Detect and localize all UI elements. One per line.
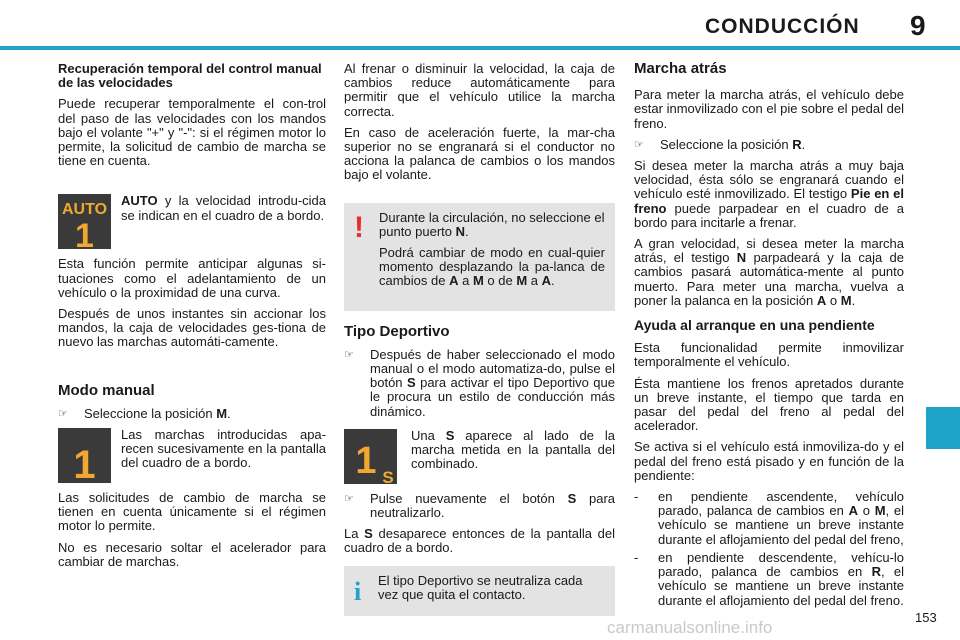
sport-gear-icon	[344, 429, 397, 484]
bullet-arrow-icon: ☞	[58, 407, 68, 420]
bullet-arrow-icon: ☞	[344, 348, 354, 361]
warning-text-1: Durante la circulación, no seleccione el punto puerto N.	[379, 209, 605, 239]
manual-recovery-heading: Recuperación temporal del control manual de las velocidades	[58, 61, 322, 91]
info-icon: i	[354, 576, 362, 606]
sport-icon-text: Una S aparece al lado de la marcha metida en la pantalla del combinado.	[411, 427, 615, 472]
auto-gear-icon	[58, 194, 111, 249]
sport-icon-letter: S	[382, 467, 394, 484]
hill-descending-item: - en pendiente descendente, vehícu-lo parado, palanca de cambios en R, el vehículo se mantiene un breve instante durante el aflojamiento del pedal del freno.	[634, 549, 905, 608]
hill-start-brakes: Ésta mantiene los frenos apretados durante un breve instante, el tiempo que tarda en pasar del pedal del freno al pedal del acelerador.	[634, 375, 904, 434]
sport-disappear-text: La S desaparece entonces de la pantalla del cuadro de a bordo.	[344, 526, 615, 556]
hill-start-activation: Se activa si el vehículo está inmoviliza-do y el pedal del freno está pisado y en función de la pendiente:	[634, 439, 904, 483]
hill-start-intro: Esta funcionalidad permite inmovilizar temporalmente el vehículo.	[634, 340, 904, 370]
manual-gear-icon	[58, 428, 111, 483]
chapter-side-tab	[926, 407, 960, 449]
bullet-arrow-icon: ☞	[344, 492, 354, 505]
hill-ascending-item: - en pendiente ascendente, vehículo parado, palanca de cambios en A o M, el vehículo se mantiene un breve instante durante el aflojamiento del pedal del freno,	[634, 489, 905, 547]
reverse-low-speed-text: Si desea meter la marcha atrás a muy baja velocidad, ésta sólo se engranará cuando el vehículo esté inmovilizado. El testigo Pie en el freno puede parpadear en el cuadro de a bordo para incitarle a frenar.	[634, 158, 904, 230]
warning-text-2: Podrá cambiar de modo en cual-quier momento desplazando la pa-lanca de cambios de A a M o de M a A.	[379, 245, 605, 289]
auto-return-text: Después de unos instantes sin accionar los mandos, la caja de velocidades ges-tiona de nuevo las marchas automáti-camente.	[58, 306, 326, 350]
info-box	[344, 566, 615, 616]
bullet-arrow-icon: ☞	[634, 138, 644, 151]
hill-start-heading: Ayuda al arranque en una pendiente	[634, 317, 875, 334]
accelerator-text: No es necesario soltar el acelerador para cambiar de marchas.	[58, 539, 326, 569]
manual-indicator-row	[58, 428, 326, 483]
chapter-number: 9	[910, 10, 926, 41]
column-1	[58, 62, 326, 576]
warning-exclamation-icon: !	[354, 210, 364, 244]
reverse-heading: Marcha atrás	[634, 60, 727, 77]
acceleration-text: En caso de aceleración fuerte, la mar-cha superior no se engranará si el conductor no acciona la palanca de cambios o los mandos bajo el volante.	[344, 124, 615, 183]
sport-activate-bullet: ☞ Después de haber seleccionado el modo manual o el modo automatiza-do, pulse el botón S para activar el tipo Deportivo que le procura un estilo de conducción más dinámico.	[344, 346, 615, 419]
anticipation-text: Esta función permite anticipar algunas si-tuaciones como el adelantamiento de un vehículo o la proximidad de una curva.	[58, 256, 326, 300]
gear-request-text: Las solicitudes de cambio de marcha se tienen en cuenta únicamente si el régimen motor lo permite.	[58, 490, 326, 534]
auto-indicator-row	[58, 194, 326, 249]
manual-icon-digit: 1	[73, 443, 96, 484]
page-number: 153	[915, 610, 937, 625]
auto-icon-text: AUTO	[61, 201, 108, 219]
sport-deactivate-bullet: ☞ Pulse nuevamente el botón S para neutralizarlo.	[344, 490, 615, 521]
manual-mode-heading: Modo manual	[58, 381, 155, 399]
header-title: CONDUCCIÓN	[705, 15, 860, 38]
auto-icon-digit: 1	[75, 217, 94, 250]
warning-box	[344, 203, 615, 311]
manual-select-bullet: ☞ Seleccione la posición M.	[58, 405, 231, 421]
auto-text: y la velocidad introdu-cida se indican en el cuadro de a bordo.	[121, 193, 326, 223]
watermark: carmanualsonline.info	[607, 618, 773, 637]
info-text: El tipo Deportivo se neutraliza cada vez que quita el contacto.	[378, 572, 583, 602]
reverse-intro-text: Para meter la marcha atrás, el vehículo debe estar inmovilizado con el pie sobre el pedal del freno.	[634, 87, 904, 131]
reverse-high-speed-text: A gran velocidad, si desea meter la marcha atrás, el testigo N parpadeará y la caja de cambios pasará automática-mente al punto muerto. Para meter una marcha, vuelva a poner la palanca en la posición A o M.	[634, 236, 904, 308]
manual-recovery-text: Puede recuperar temporalmente el con-trol del paso de las velocidades con los mandos bajo el volante "+" y "-": si el régimen motor lo permite, la solicitud de cambio de marcha se tiene en cuenta.	[58, 96, 326, 169]
column-3	[634, 62, 904, 612]
braking-text: Al frenar o disminuir la velocidad, la caja de cambios reduce automáticamente para permitir que el vehículo utilice la marcha correcta.	[344, 61, 615, 119]
column-2	[344, 62, 615, 616]
auto-label: AUTO	[121, 193, 158, 209]
manual-icon-text: Las marchas introducidas apa-recen sucesivamente en la pantalla del cuadro de a bordo.	[121, 427, 326, 471]
sport-icon-digit: 1	[355, 439, 377, 482]
header-rule	[0, 46, 960, 50]
sport-indicator-row	[344, 429, 615, 484]
sport-mode-heading: Tipo Deportivo	[344, 322, 450, 340]
reverse-select-bullet: ☞ Seleccione la posición R.	[634, 136, 806, 152]
